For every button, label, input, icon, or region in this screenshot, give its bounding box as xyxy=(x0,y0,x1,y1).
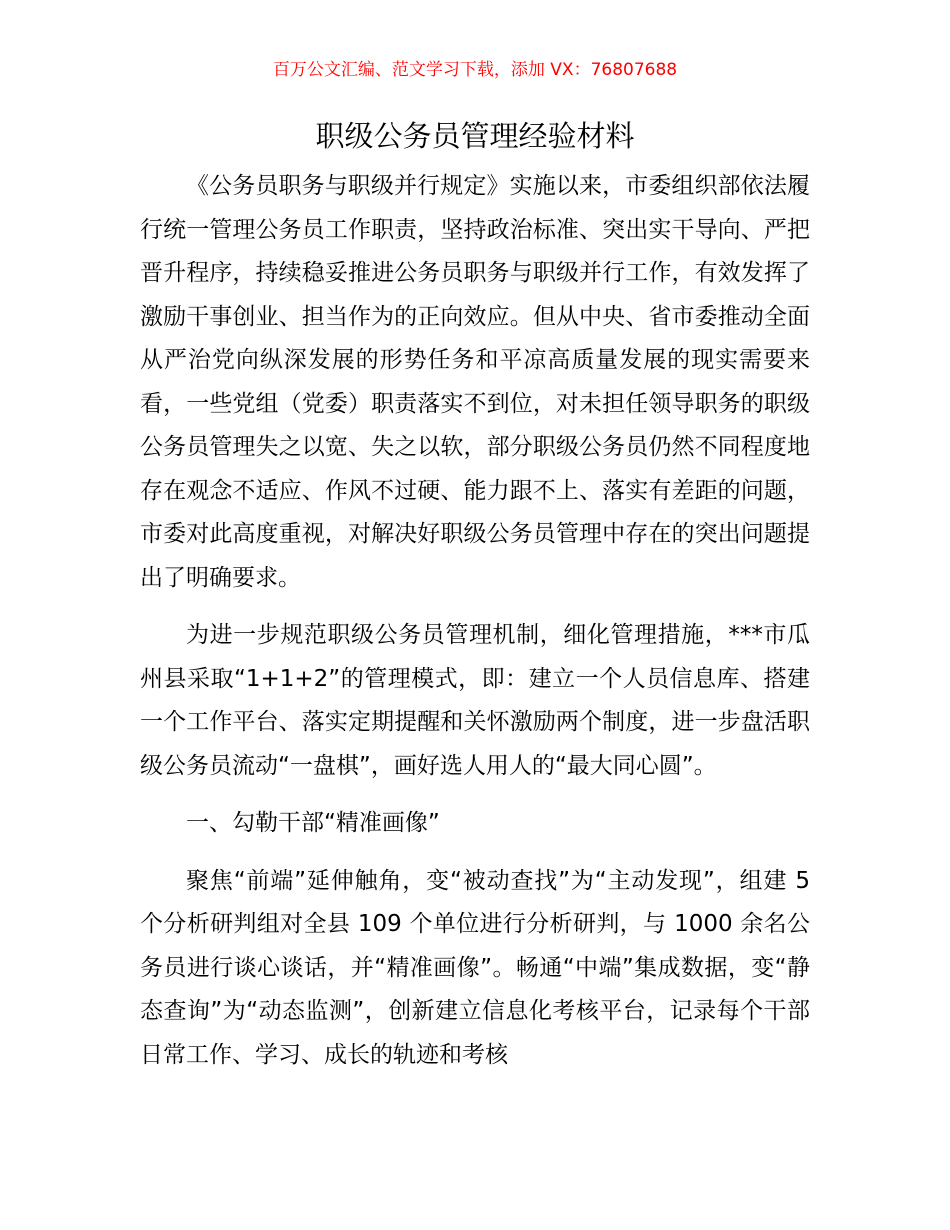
paragraph-intro: 《公务员职务与职级并行规定》实施以来，市委组织部依法履行统一管理公务员工作职责，坚持政治标准、突出实干导向、严把晋升程序，持续稳妥推进公务员职务与职级并行工作，有效发挥了激励干事创业、担当作为的正向效应。但从中央、省市委推动全面从严治党向纵深发展的形势任务和平凉高质量发展的现实需要来看，一些党组（党委）职责落实不到位，对未担任领导职务的职级公务员管理失之以宽、失之以软，部分职级公务员仍然不同程度地存在观念不适应、作风不过硬、能力跟不上、落实有差距的问题，市委对此高度重视，对解决好职级公务员管理中存在的突出问题提出了明确要求。 xyxy=(140,173,810,591)
section-heading-1: 一、勾勒干部“精准画像” xyxy=(186,810,440,836)
header-promo-note: 百万公文汇编、范文学习下载，添加 VX：76807688 xyxy=(272,60,678,80)
document-title: 职级公务员管理经验材料 xyxy=(315,119,635,153)
document-body xyxy=(140,165,810,1077)
paragraph-model: 为进一步规范职级公务员管理机制，细化管理措施，***市瓜州县采取“1+1+2”的管理模式，即：建立一个人员信息库、搭建一个工作平台、落实定期提醒和关怀激励两个制度，进一步盘活职级公务员流动“一盘棋”，画好选人用人的“最大同心圆”。 xyxy=(140,622,810,779)
paragraph-section-1: 聚焦“前端”延伸触角，变“被动查找”为“主动发现”，组建 5 个分析研判组对全县 109 个单位进行分析研判，与 1000 余名公务员进行谈心谈话，并“精准画像”。畅通“中端”集成数据，变“静态查询”为“动态监测”，创新建立信息化考核平台，记录每个干部日常工作、学习、成长的轨迹和考核 xyxy=(140,867,810,1068)
